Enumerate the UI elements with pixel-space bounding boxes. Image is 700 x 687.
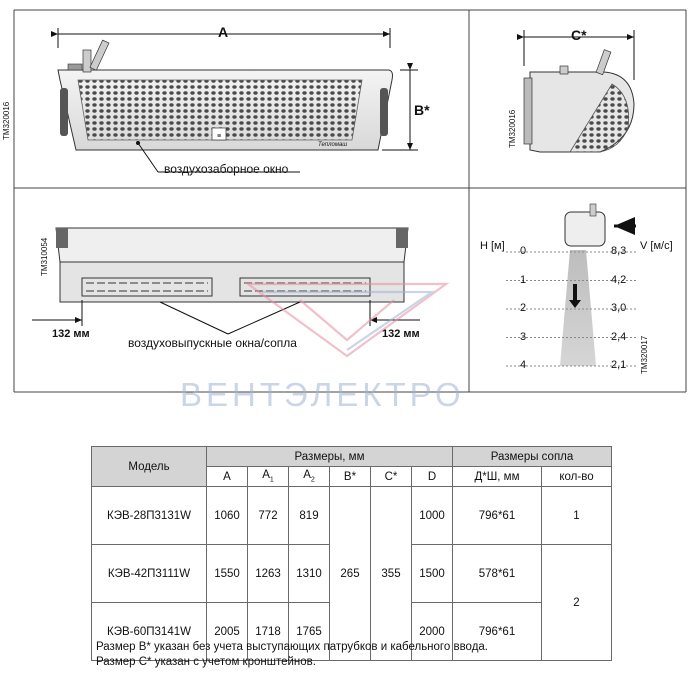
code-side: ТМ320016 — [508, 109, 517, 148]
col-a: A — [207, 467, 248, 487]
dim-left-132: 132 мм — [52, 328, 90, 340]
dim-right-132: 132 мм — [382, 328, 420, 340]
footnotes — [96, 640, 488, 670]
a2-cell: 819 — [289, 487, 330, 545]
v-tick-label: 2,4 — [611, 330, 627, 343]
col-a2: $A_2$ — [289, 467, 330, 487]
model-cell: КЭВ-60П3141W — [92, 603, 207, 661]
code-front: ТМ320016 — [2, 101, 11, 140]
qty-cell: 1 — [542, 487, 612, 545]
h-axis-label: H [м] — [480, 240, 505, 252]
side-view — [524, 30, 634, 152]
a1-cell: 1718 — [248, 603, 289, 661]
col-d: D — [412, 467, 453, 487]
d-cell: 2000 — [412, 603, 453, 661]
d-cell: 1500 — [412, 545, 453, 603]
v-tick-label: 8,3 — [611, 245, 627, 257]
a-cell: 1060 — [207, 487, 248, 545]
h-tick-label: 2 — [520, 302, 527, 314]
ds-cell: 578*61 — [453, 545, 542, 603]
col-a1: $A_1$ — [248, 467, 289, 487]
code-chart: ТМ320017 — [640, 335, 649, 374]
h-tick-label: 4 — [520, 359, 527, 371]
table-row — [92, 487, 612, 545]
ds-cell: 796*61 — [453, 487, 542, 545]
a2-cell: 1765 — [289, 603, 330, 661]
front-view — [58, 28, 418, 172]
outlet-callout: воздуховыпускные окна/сопла — [128, 336, 297, 350]
bottom-view — [32, 228, 420, 334]
v-axis-label: V [м/с] — [640, 240, 673, 252]
note-b: Размер B* указан без учета выступающих патрубков и кабельного ввода. — [96, 641, 488, 653]
h-tick-label: 0 — [520, 245, 527, 257]
h-tick-label: 3 — [520, 330, 527, 343]
col-ds: Д*Ш, мм — [453, 467, 542, 487]
model-header: Модель — [92, 447, 207, 487]
a2-cell: 1310 — [289, 545, 330, 603]
h-tick-label: 1 — [520, 273, 527, 286]
v-tick-label: 3,0 — [611, 302, 627, 314]
c-cell: 355 — [371, 487, 412, 661]
dim-c-label: C* — [571, 27, 587, 43]
v-tick-label: 2,1 — [611, 359, 627, 371]
spec-table — [91, 446, 612, 661]
dim-b-label: B* — [414, 102, 430, 118]
brand-logo: Тепломаш — [318, 142, 348, 148]
d-cell: 1000 — [412, 487, 453, 545]
model-cell: КЭВ-42П3111W — [92, 545, 207, 603]
col-c: C* — [371, 467, 412, 487]
ds-cell: 796*61 — [453, 603, 542, 661]
dims-header: Размеры, мм — [207, 447, 453, 467]
code-bottom: ТМ310054 — [40, 237, 49, 276]
col-b: B* — [330, 467, 371, 487]
a-cell: 1550 — [207, 545, 248, 603]
watermark-text: ВЕНТЭЛЕКТРО — [180, 376, 465, 413]
note-c: Размер C* указан с учетом кронштейнов. — [96, 656, 316, 668]
v-tick-label: 4,2 — [611, 273, 627, 286]
a-cell: 2005 — [207, 603, 248, 661]
a1-cell: 1263 — [248, 545, 289, 603]
model-cell: КЭВ-28П3131W — [92, 487, 207, 545]
intake-callout: воздухозаборное окно — [164, 162, 289, 176]
a1-cell: 772 — [248, 487, 289, 545]
col-qty: кол-во — [542, 467, 612, 487]
qty-cell: 2 — [542, 545, 612, 661]
svg-text:≡: ≡ — [216, 133, 222, 140]
dim-a-label: A — [218, 24, 229, 40]
nozzle-header: Размеры сопла — [453, 447, 612, 467]
b-cell: 265 — [330, 487, 371, 661]
